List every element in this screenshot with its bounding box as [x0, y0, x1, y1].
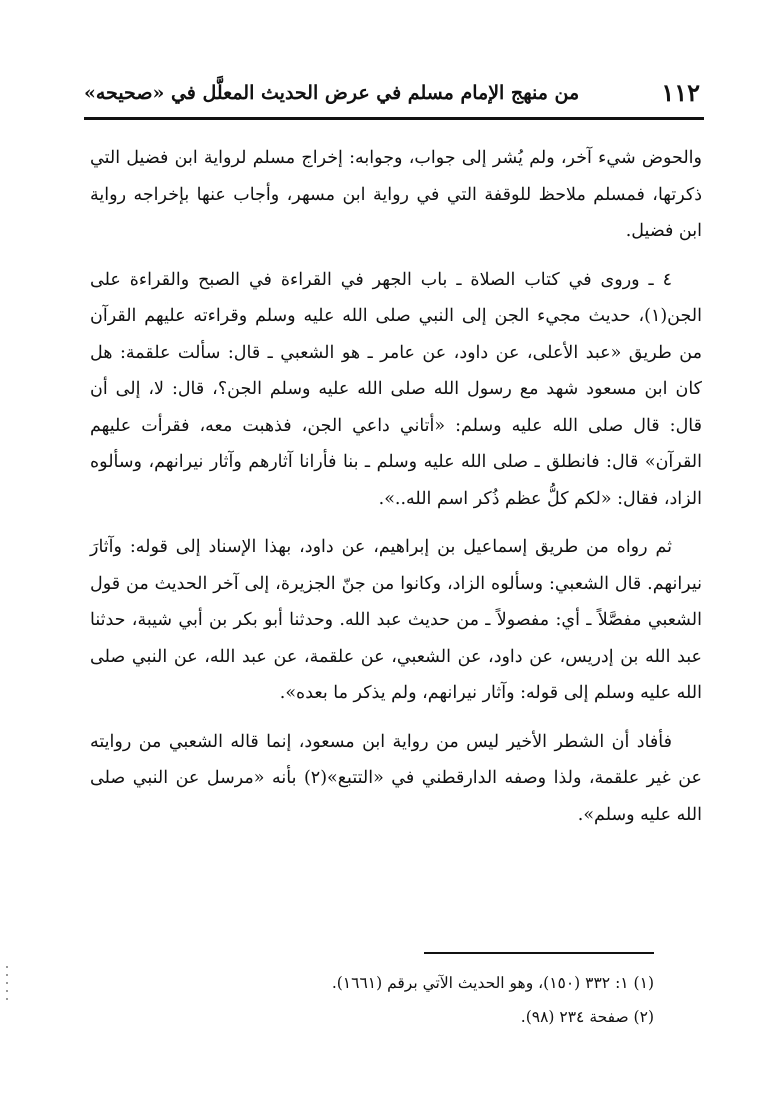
footnote-2: (٢) صفحة ٢٣٤ (٩٨).: [520, 1008, 654, 1026]
paragraph-4: فأفاد أن الشطر الأخير ليس من رواية ابن مسعود، إنما قاله الشعبي من روايته عن غير علقمة، ولذا وصفه الدارقطني في «التتبع»(٢) بأنه «مرسل عن النبي صلى الله عليه وسلم».: [90, 731, 703, 825]
paragraph-1: والحوض شيء آخر، ولم يُشر إلى جواب، وجوابه: إخراج مسلم لرواية ابن فضيل التي ذكرتها، فمسلم ملاحظ للوقفة التي في رواية ابن مسهر، وأجاب عنها بإخراجه رواية ابن فضيل.: [90, 148, 702, 241]
page-number: ١١٢: [661, 78, 700, 107]
header-rule: [84, 117, 704, 120]
paragraph-2: ٤ ـ وروى في كتاب الصلاة ـ باب الجهر في القراءة في الصبح والقراءة على الجن(١)، حديث مجيء الجن إلى النبي صلى الله عليه وسلم وقراءته عليهم القرآن من طريق «عبد الأعلى، عن داود، عن عامر ـ هو الشعبي ـ قال: سألت علقمة: هل كان ابن مسعود شهد مع رسول الله صلى الله عليه وسلم الجن؟، قال: لا، إلى أن قال: قال صلى الله عليه وسلم: «أتاني داعي الجن، فذهبت معه، فقرأت عليهم القرآن» قال: فانطلق ـ صلى الله عليه وسلم ـ بنا فأرانا آثارهم وآثار نيرانهم، وسألوه الزاد، فقال: «لكم كلُّ عظم ذُكر اسم الله..».: [90, 269, 702, 509]
footnote-1: (١) ١: ٣٣٢ (١٥٠)، وهو الحديث الآتي برقم (١٦٦١).: [331, 974, 654, 992]
footnotes: [200, 966, 654, 1034]
page-header: [84, 78, 700, 112]
paragraph-3: ثم رواه من طريق إسماعيل بن إبراهيم، عن داود، بهذا الإسناد إلى قوله: وآثارَ نيرانهم. قال الشعبي: وسألوه الزاد، وكانوا من جنّ الجزيرة، إلى آخر الحديث من قول الشعبي مفصَّلاً ـ أي: مفصولاً ـ من حديث عبد الله. وحدثنا أبو بكر بن أبي شيبة، حدثنا عبد الله بن إدريس، عن داود، عن الشعبي، عن علقمة، عن عبد الله، عن النبي صلى الله عليه وسلم إلى قوله: وآثار نيرانهم، ولم يذكر ما بعده».: [90, 537, 702, 703]
body-text: [90, 140, 702, 833]
scan-edge-marks: [2, 960, 8, 1080]
running-title: من منهج الإمام مسلم في عرض الحديث المعلَّل في «صحيحه»: [84, 82, 580, 104]
footnote-separator: [424, 952, 654, 954]
